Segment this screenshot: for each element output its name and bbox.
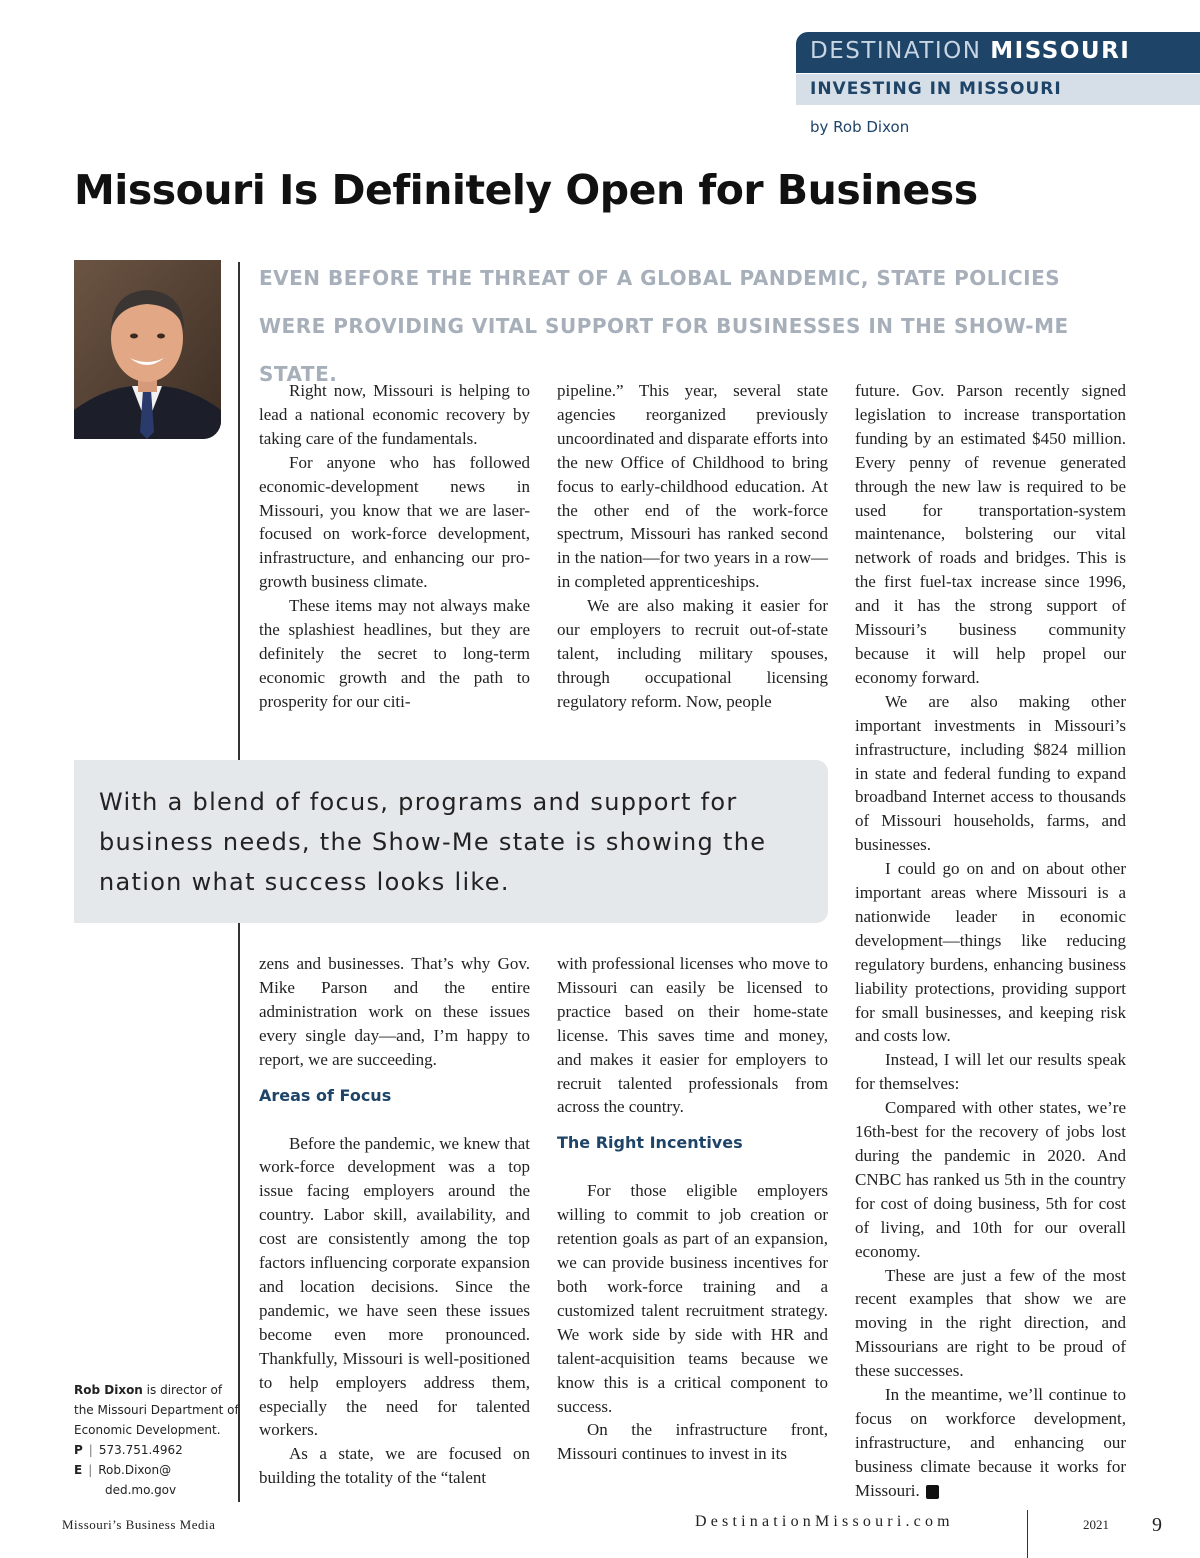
- column-2-bottom: [557, 952, 828, 1466]
- column-2-top: [557, 379, 828, 714]
- paragraph-final: [855, 1383, 1126, 1503]
- pull-quote-text: With a blend of focus, programs and support for business needs, the Show-Me state is showing the nation what success looks like.: [99, 788, 767, 896]
- email-line-1[interactable]: Rob.Dixon@: [98, 1463, 172, 1477]
- bio-name: Rob Dixon: [74, 1383, 143, 1397]
- column-1-bottom: [259, 952, 530, 1490]
- column-3: [855, 379, 1126, 1503]
- phone-number: 573.751.4962: [98, 1443, 183, 1457]
- email-label: E: [74, 1463, 83, 1477]
- article-deck: EVEN BEFORE THE THREAT OF A GLOBAL PANDEMIC, STATE POLICIES WERE PROVIDING VITAL SUPPORT FOR BUSINESSES IN THE SHOW-ME STATE.: [259, 266, 1069, 386]
- bio-phone: [74, 1440, 239, 1460]
- bio-text: is director of the Missouri Department of Economic Development.: [74, 1383, 239, 1437]
- page-number: 9: [1152, 1514, 1162, 1536]
- section-title: [810, 38, 1130, 64]
- column-1-top: [259, 379, 530, 714]
- paragraph: These items may not always make the splashiest headlines, but they are definitely the secret to long-term economic growth and the path to prosperity for our citi-: [259, 596, 530, 711]
- footer-divider: [1027, 1510, 1028, 1558]
- phone-label: P: [74, 1443, 83, 1457]
- paragraph: We are also making other important investments in Missouri’s infrastructure, including $824 million in state and federal funding to expand broadband Internet access to thousands of Missouri households, farms, and businesses.: [855, 691, 1126, 855]
- subsection-banner: [796, 74, 1200, 105]
- paragraph: I could go on and on about other important areas where Missouri is a nationwide leader in economic development—things like reducing regulatory burdens, enhancing business liability protections, providing support for small businesses, and keeping risk and costs low.: [855, 859, 1126, 1046]
- paragraph: As a state, we are focused on building the totality of the “talent: [259, 1444, 530, 1488]
- subheading-right-incentives: The Right Incentives: [557, 1133, 743, 1153]
- separator: |: [88, 1443, 93, 1457]
- article-title: Missouri Is Definitely Open for Business: [74, 166, 978, 214]
- email-line-2[interactable]: ded.mo.gov: [105, 1483, 177, 1497]
- paragraph: Before the pandemic, we knew that work-force development was a top issue facing employers around the country. Labor skill, availability, and cost are consistently among the top factors influencing corporate expansion and location decisions. Since the pandemic, we have seen these issues become even more pronounced. Thankfully, Missouri is well-positioned to help employers address them, especially the need for talented workers.: [259, 1133, 530, 1440]
- bio-description: [74, 1380, 239, 1440]
- paragraph: zens and businesses. That’s why Gov. Mike Parson and the entire administration work on these issues every single day—and, I’m happy to report, we are succeeding.: [259, 954, 530, 1069]
- paragraph: For those eligible employers willing to commit to job creation or retention goals as part of an expansion, we can provide business incentives for both work-force training and a customized talent recruitment strategy. We work side by side with HR and talent-acquisition teams because we know this is a critical component to success.: [557, 1181, 828, 1416]
- paragraph: future. Gov. Parson recently signed legislation to increase transportation funding by an estimated $450 million. Every penny of revenue generated through the new law is required to be used for transportation-system maintenance, bolstering our vital network of roads and bridges. This is the first fuel-tax increase since 1996, and it has the strong support of Missouri’s business community because it will help propel our economy forward.: [855, 381, 1126, 687]
- author-bio: [74, 1380, 239, 1500]
- paragraph: On the infrastructure front, Missouri continues to invest in its: [557, 1420, 828, 1464]
- byline: by Rob Dixon: [810, 118, 910, 136]
- separator: |: [88, 1463, 93, 1477]
- bio-email: [74, 1460, 239, 1480]
- author-photo: [74, 260, 221, 439]
- paragraph: pipeline.” This year, several state agencies reorganized previously uncoordinated and disparate efforts into the new Office of Childhood to bring focus to early-childhood education. At the other end of the work-force spectrum, Missouri has ranked second in the nation—for two years in a row—in completed apprenticeships.: [557, 381, 828, 592]
- paragraph: We are also making it easier for our employers to recruit out-of-state talent, including military spouses, through occupational licensing regulatory reform. Now, people: [557, 596, 828, 711]
- subsection-title: INVESTING IN MISSOURI: [810, 79, 1062, 99]
- paragraph: These are just a few of the most recent examples that show we are moving in the right direction, and Missourians are right to be proud of these successes.: [855, 1265, 1126, 1381]
- bio-email-cont: [74, 1480, 239, 1500]
- author-portrait-image: [74, 260, 221, 439]
- section-title-bold: MISSOURI: [990, 38, 1131, 64]
- footer-year: 2021: [1083, 1517, 1109, 1532]
- paragraph: Compared with other states, we’re 16th-best for the recovery of jobs lost during the pandemic in 2020. And CNBC has ranked us 5th in the country for cost of doing business, 5th for cost of living, and 10th for our overall economy.: [855, 1098, 1126, 1261]
- paragraph: Right now, Missouri is helping to lead a national economic recovery by taking care of the fundamentals.: [259, 381, 530, 448]
- paragraph: Instead, I will let our results speak for themselves:: [855, 1050, 1126, 1094]
- column-rule-top: [238, 262, 240, 762]
- subheading-areas-of-focus: Areas of Focus: [259, 1085, 392, 1105]
- final-paragraph-text: In the meantime, we’ll continue to focus on workforce development, infrastructure, and enhancing our business climate because it works for Missouri.: [855, 1385, 1126, 1500]
- footer-publication: Missouri’s Business Media: [62, 1517, 216, 1532]
- pull-quote: [74, 760, 828, 923]
- section-title-light: DESTINATION: [810, 38, 982, 64]
- end-mark-icon: I: [926, 1485, 939, 1499]
- paragraph: with professional licenses who move to Missouri can easily be licensed to practice based on their home-state license. This saves time and money, and makes it easier for employers to recruit talented professionals from across the country.: [557, 954, 828, 1117]
- footer-website[interactable]: DestinationMissouri.com: [695, 1513, 954, 1530]
- section-banner: [796, 32, 1200, 73]
- paragraph: For anyone who has followed economic-development news in Missouri, you know that we are laser-focused on work-force development, infrastructure, and enhancing our pro-growth business climate.: [259, 452, 530, 592]
